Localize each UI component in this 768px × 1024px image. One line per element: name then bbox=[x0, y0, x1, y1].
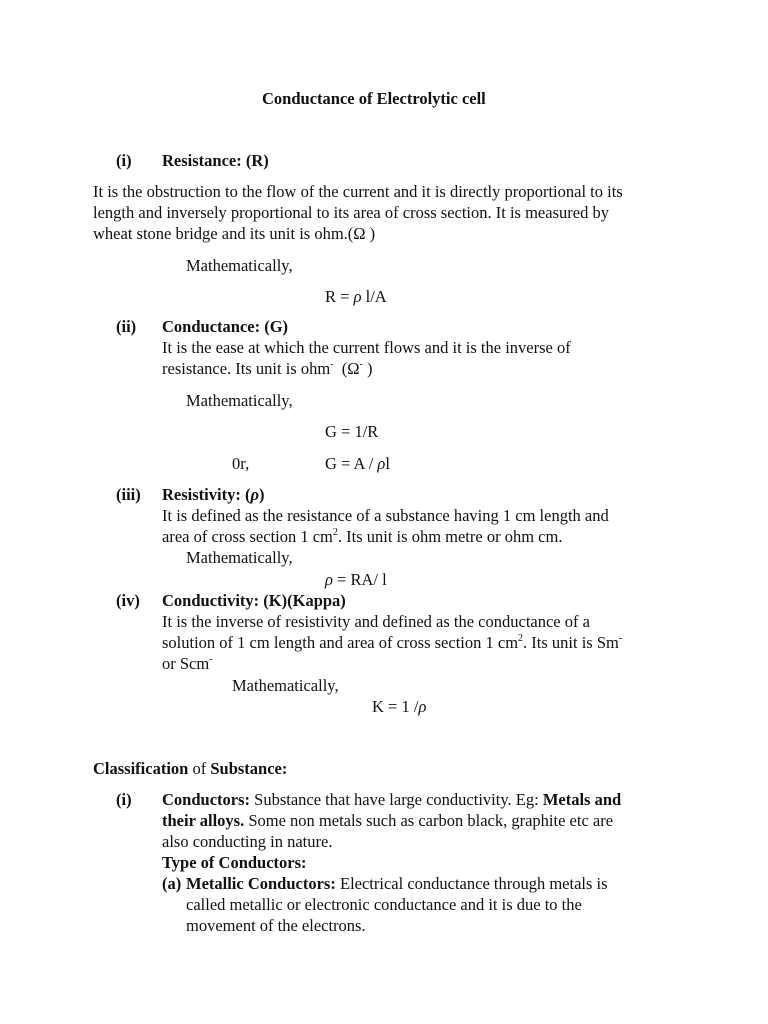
body-text-line bbox=[186, 873, 608, 894]
section-heading-conductance: Conductance: (G) bbox=[162, 317, 289, 336]
text-part: or Scm bbox=[162, 654, 210, 673]
section-number: (ii) bbox=[116, 317, 137, 336]
term-label: Metallic Conductors: bbox=[186, 874, 336, 893]
rho-symbol: ρ bbox=[250, 485, 259, 504]
section-number: (i) bbox=[116, 151, 132, 170]
text-part: ) bbox=[362, 359, 373, 378]
equation-resistance bbox=[325, 286, 387, 307]
text-part: Electrical conductance through metals is bbox=[335, 874, 608, 893]
text-part: resistance. Its unit is ohm bbox=[162, 359, 331, 378]
section-number: (iv) bbox=[116, 591, 140, 610]
superscript: - bbox=[209, 653, 213, 665]
body-text-line bbox=[162, 653, 213, 674]
equation-part: l/A bbox=[361, 287, 387, 306]
rho-symbol: ρ bbox=[325, 570, 333, 589]
heading-part: Substance: bbox=[210, 759, 288, 778]
equation-part: l bbox=[385, 454, 390, 473]
body-text-line bbox=[162, 789, 621, 810]
body-text-line: movement of the electrons. bbox=[186, 916, 366, 935]
heading-part: of bbox=[188, 759, 211, 778]
text-part: area of cross section 1 cm bbox=[162, 527, 333, 546]
equation-resistivity bbox=[325, 569, 387, 590]
equation-conductivity bbox=[372, 696, 426, 717]
text-part: Substance that have large conductivity. Eg: bbox=[250, 790, 543, 809]
equation-part: K = 1 / bbox=[372, 697, 419, 716]
body-text-line: wheat stone bridge and its unit is ohm.(Ω ) bbox=[93, 224, 376, 243]
section-heading-resistivity bbox=[162, 484, 264, 505]
equation-part: = RA/ l bbox=[332, 570, 387, 589]
text-part: (Ω bbox=[333, 359, 360, 378]
page-title: Conductance of Electrolytic cell bbox=[262, 89, 486, 108]
rho-symbol: ρ bbox=[377, 454, 386, 473]
superscript: - bbox=[330, 358, 334, 370]
rho-symbol: ρ bbox=[353, 287, 362, 306]
body-text-line bbox=[162, 526, 562, 547]
superscript: 2 bbox=[332, 526, 338, 538]
heading-part: Classification bbox=[93, 759, 189, 778]
body-text-line bbox=[162, 632, 622, 653]
math-label: Mathematically, bbox=[186, 391, 293, 410]
emphasis: their alloys. bbox=[162, 811, 245, 830]
section-heading-conductivity: Conductivity: (K)(Kappa) bbox=[162, 591, 346, 610]
body-text-line bbox=[162, 358, 373, 379]
term-label: Conductors: bbox=[162, 790, 251, 809]
body-text-line: length and inversely proportional to its area of cross section. It is measured by bbox=[93, 203, 609, 222]
classification-heading bbox=[93, 758, 287, 779]
subheading-type-of-conductors: Type of Conductors: bbox=[162, 853, 307, 872]
body-text-line: It is the ease at which the current flows and it is the inverse of bbox=[162, 338, 571, 357]
math-label: Mathematically, bbox=[186, 548, 293, 567]
or-label: 0r, bbox=[232, 454, 250, 473]
body-text-line: It is the obstruction to the flow of the current and it is directly proportional to its bbox=[93, 182, 623, 201]
superscript: - bbox=[359, 358, 363, 370]
emphasis: Metals and bbox=[542, 790, 622, 809]
equation-part: R = bbox=[325, 287, 354, 306]
section-heading-resistance: Resistance: (R) bbox=[162, 151, 269, 170]
text-part: . Its unit is Sm bbox=[523, 633, 619, 652]
text-part: solution of 1 cm length and area of cross section 1 cm bbox=[162, 633, 519, 652]
rho-symbol: ρ bbox=[418, 697, 427, 716]
body-text-line: also conducting in nature. bbox=[162, 832, 333, 851]
body-text-line: It is defined as the resistance of a substance having 1 cm length and bbox=[162, 506, 609, 525]
equation-conductance-alt bbox=[325, 453, 390, 474]
math-label: Mathematically, bbox=[232, 676, 339, 695]
text-part: Some non metals such as carbon black, graphite etc are bbox=[244, 811, 614, 830]
list-number: (i) bbox=[116, 790, 132, 809]
body-text-line: called metallic or electronic conductance and it is due to the bbox=[186, 895, 582, 914]
superscript: 2 bbox=[518, 632, 524, 644]
body-text-line bbox=[162, 810, 613, 831]
superscript: - bbox=[618, 632, 623, 644]
section-number: (iii) bbox=[116, 485, 141, 504]
sub-list-number: (a) bbox=[162, 874, 182, 893]
heading-part: Resistivity: ( bbox=[162, 485, 251, 504]
heading-part: ) bbox=[258, 485, 265, 504]
equation-part: G = A / bbox=[325, 454, 378, 473]
text-part: . Its unit is ohm metre or ohm cm. bbox=[337, 527, 563, 546]
body-text-line: It is the inverse of resistivity and defined as the conductance of a bbox=[162, 612, 590, 631]
equation-conductance: G = 1/R bbox=[325, 422, 379, 441]
math-label: Mathematically, bbox=[186, 256, 293, 275]
